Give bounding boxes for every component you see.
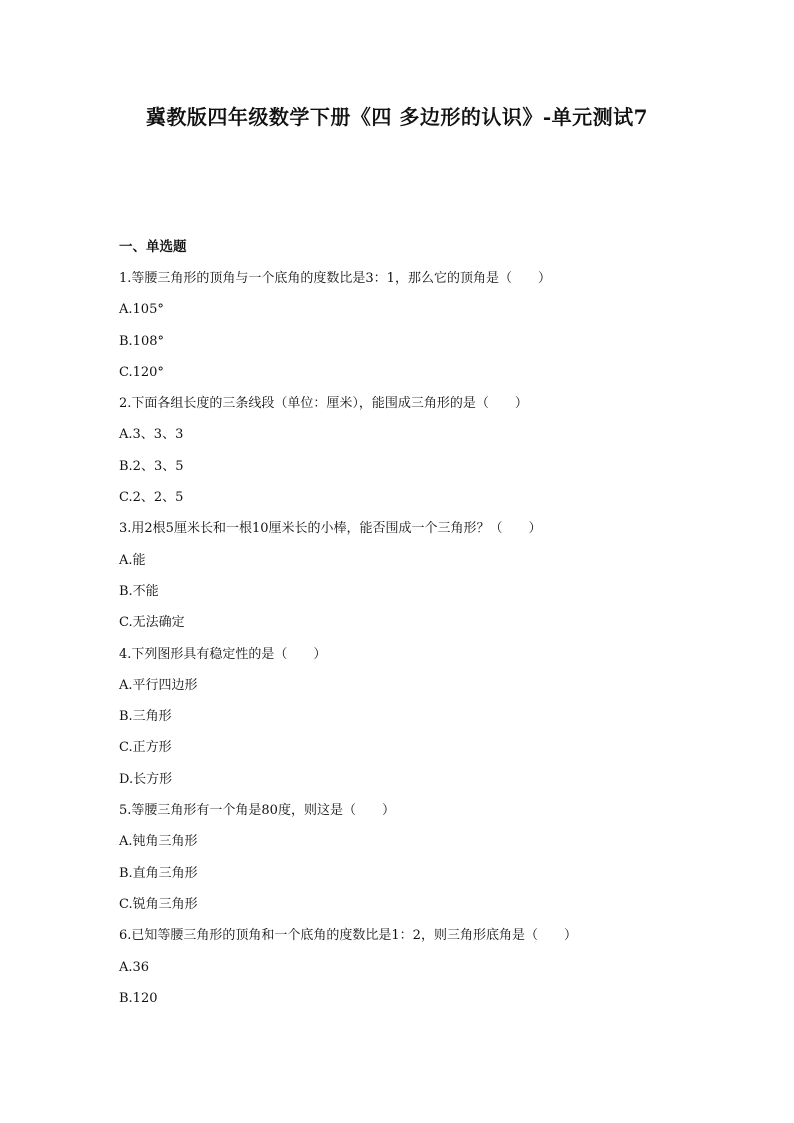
question-stem: 5.等腰三角形有一个角是80度，则这是（ ） — [119, 803, 395, 819]
answer-option: B.不能 — [119, 583, 159, 599]
answer-option: B.108° — [119, 333, 164, 349]
answer-option: C.锐角三角形 — [119, 896, 198, 912]
answer-option: A.平行四边形 — [119, 677, 198, 693]
answer-option: C.120° — [119, 364, 164, 380]
answer-option: B.120 — [119, 990, 158, 1006]
answer-option: B.三角形 — [119, 709, 172, 725]
section-heading: 一、单选题 — [119, 239, 187, 255]
answer-option: A.3、3、3 — [119, 427, 184, 443]
answer-option: C.正方形 — [119, 740, 172, 756]
answer-option: C.无法确定 — [119, 615, 185, 631]
answer-option: A.36 — [119, 959, 150, 975]
question-stem: 2.下面各组长度的三条线段（单位：厘米），能围成三角形的是（ ） — [119, 396, 528, 412]
question-stem: 4.下列图形具有稳定性的是（ ） — [119, 646, 327, 662]
answer-option: D.长方形 — [119, 771, 173, 787]
answer-option: A.105° — [119, 302, 164, 318]
answer-option: A.能 — [119, 552, 146, 568]
question-list — [119, 268, 739, 1019]
document-title: 冀教版四年级数学下册《四 多边形的认识》-单元测试7 — [145, 105, 649, 129]
answer-option: C.2、2、5 — [119, 490, 184, 506]
answer-option: B.直角三角形 — [119, 865, 198, 881]
answer-option: A.钝角三角形 — [119, 834, 198, 850]
answer-option: B.2、3、5 — [119, 458, 184, 474]
question-stem: 1.等腰三角形的顶角与一个底角的度数比是3：1，那么它的顶角是（ ） — [119, 271, 551, 286]
question-stem: 6.已知等腰三角形的顶角和一个底角的度数比是1：2，则三角形底角是（ ） — [119, 928, 577, 944]
question-stem: 3.用2根5厘米长和一根10厘米长的小棒，能否围成一个三角形？（ ） — [119, 521, 542, 537]
